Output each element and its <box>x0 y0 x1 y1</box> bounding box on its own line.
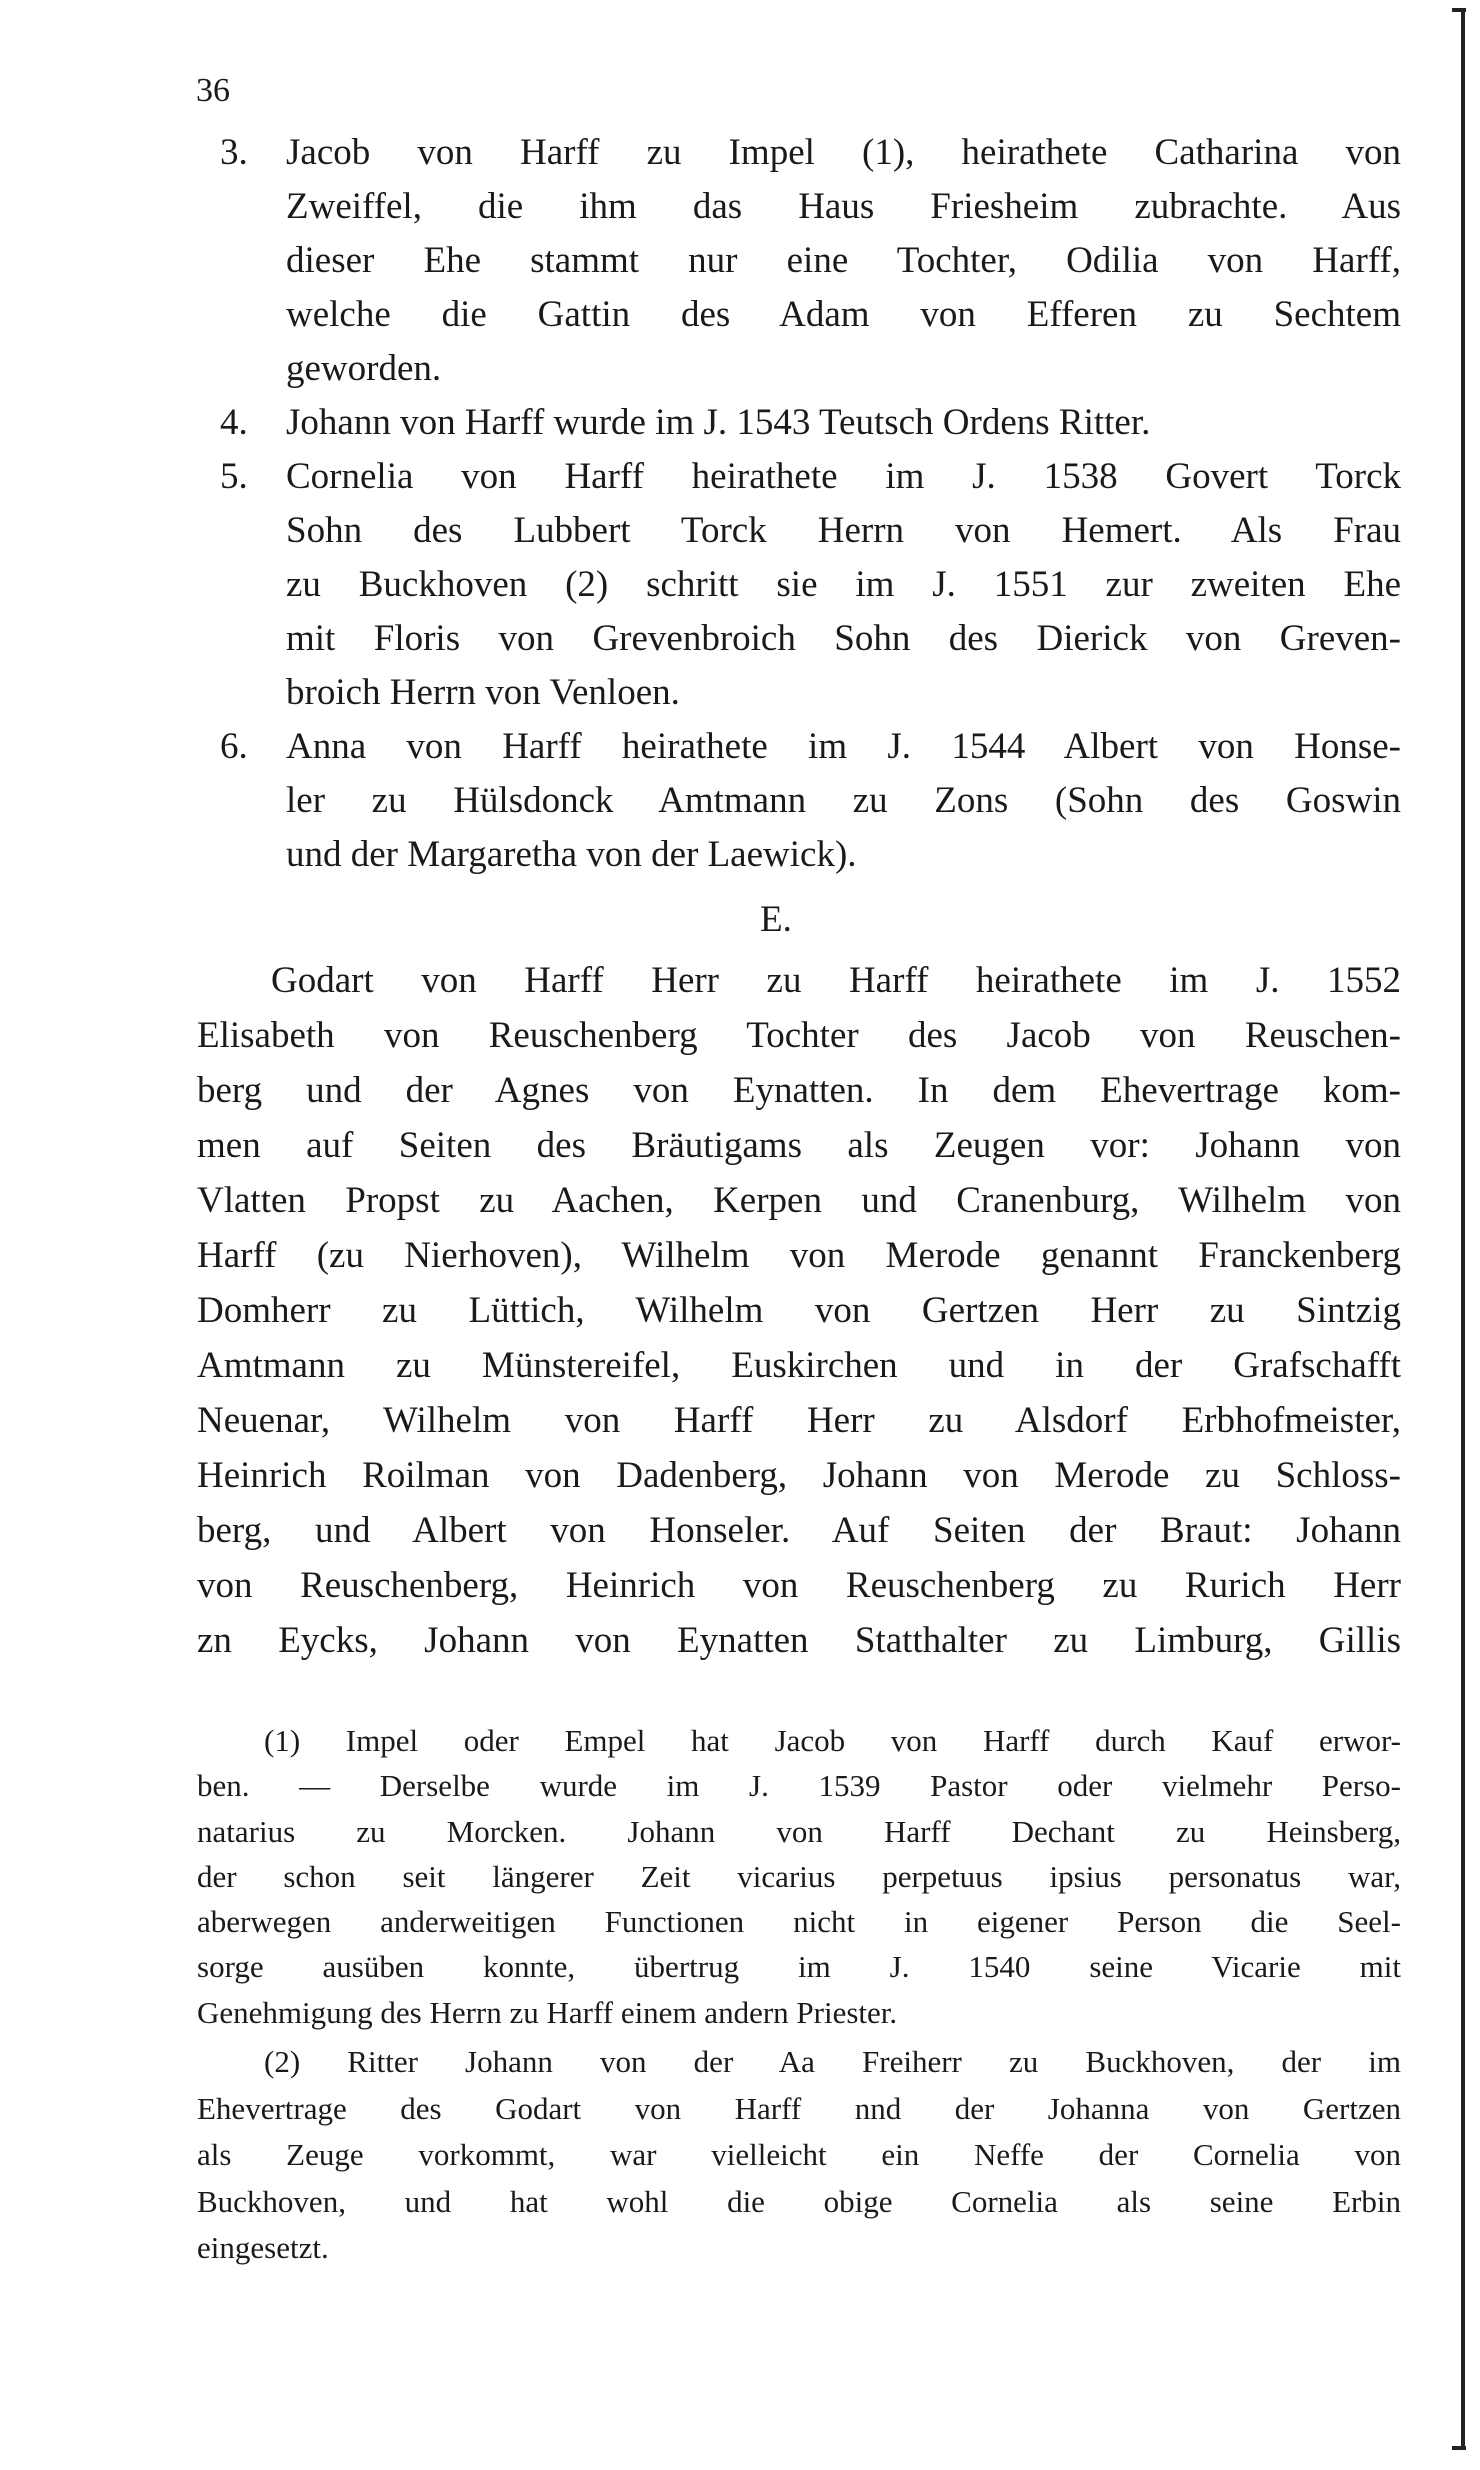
text-line: berg, und Albert von Honseler. Auf Seiten der Braut: Johann <box>197 1510 1401 1551</box>
item-number: 4. <box>220 402 248 443</box>
footnote-line: (2) Ritter Johann von der Aa Freiherr zu Buckhoven, der im <box>264 2044 1401 2079</box>
text-line: Harff (zu Nierhoven), Wilhelm von Merode genannt Franckenberg <box>197 1235 1401 1276</box>
text-line: Johann von Harff wurde im J. 1543 Teutsch Ordens Ritter. <box>286 402 1151 443</box>
item-number: 3. <box>220 132 248 173</box>
text-line: ler zu Hülsdonck Amtmann zu Zons (Sohn des Goswin <box>286 780 1401 821</box>
text-line: Cornelia von Harff heirathete im J. 1538 Govert Torck <box>286 456 1401 497</box>
page-number: 36 <box>196 72 230 109</box>
footnote-line: aberwegen anderweitigen Functionen nicht in eigener Person die Seel- <box>197 1904 1401 1940</box>
footnote-2 <box>197 2039 1401 2272</box>
text-line: dieser Ehe stammt nur eine Tochter, Odilia von Harff, <box>286 240 1401 281</box>
footnote-line: natarius zu Morcken. Johann von Harff Dechant zu Heinsberg, <box>197 1813 1401 1849</box>
footnote-line: als Zeuge vorkommt, war vielleicht ein Neffe der Cornelia von <box>197 2137 1401 2172</box>
footnote-line: Buckhoven, und hat wohl die obige Cornelia als seine Erbin <box>197 2183 1401 2219</box>
body-paragraph <box>197 953 1401 1668</box>
numbered-list <box>220 126 1401 882</box>
footnote-line: ben. — Derselbe wurde im J. 1539 Pastor oder vielmehr Perso- <box>197 1768 1401 1804</box>
text-line: Sohn des Lubbert Torck Herrn von Hemert. Als Frau <box>286 510 1401 551</box>
footnote-line: (1) Impel oder Empel hat Jacob von Harff durch Kauf erwor- <box>264 1723 1401 1758</box>
footnote-line: der schon seit längerer Zeit vicarius perpetuus ipsius personatus war, <box>197 1858 1401 1894</box>
text-line: Neuenar, Wilhelm von Harff Herr zu Alsdorf Erbhofmeister, <box>197 1400 1401 1441</box>
text-line: Anna von Harff heirathete im J. 1544 Albert von Honse- <box>286 726 1401 767</box>
text-line: mit Floris von Grevenbroich Sohn des Dierick von Greven- <box>286 618 1401 659</box>
page-edge-rule-top <box>1452 8 1466 12</box>
text-line: men auf Seiten des Bräutigams als Zeugen vor: Johann von <box>197 1125 1401 1166</box>
text-line: welche die Gattin des Adam von Efferen zu Sechtem <box>286 294 1401 335</box>
text-line: Jacob von Harff zu Impel (1), heirathete Catharina von <box>286 132 1401 173</box>
text-line: Vlatten Propst zu Aachen, Kerpen und Cranenburg, Wilhelm von <box>197 1180 1401 1221</box>
text-line: Amtmann zu Münstereifel, Euskirchen und in der Grafschafft <box>197 1345 1401 1386</box>
section-heading: E. <box>760 899 792 940</box>
text-line: broich Herrn von Venloen. <box>286 672 680 713</box>
footnote-line: Genehmigung des Herrn zu Harff einem andern Priester. <box>197 1994 898 2030</box>
text-line: Heinrich Roilman von Dadenberg, Johann von Merode zu Schloss- <box>197 1455 1401 1496</box>
text-line: von Reuschenberg, Heinrich von Reuschenberg zu Rurich Herr <box>197 1565 1401 1606</box>
text-line: zn Eycks, Johann von Eynatten Statthalter zu Limburg, Gillis <box>197 1620 1401 1661</box>
text-line: berg und der Agnes von Eynatten. In dem Ehevertrage kom- <box>197 1070 1401 1111</box>
item-number: 5. <box>220 456 248 497</box>
text-line: geworden. <box>286 348 442 389</box>
text-line: Godart von Harff Herr zu Harff heirathete im J. 1552 <box>271 960 1401 1001</box>
text-line: zu Buckhoven (2) schritt sie im J. 1551 zur zweiten Ehe <box>286 564 1401 605</box>
footnote-line: Ehevertrage des Godart von Harff nnd der Johanna von Gertzen <box>197 2090 1401 2126</box>
footnote-line: eingesetzt. <box>197 2230 329 2265</box>
text-line: und der Margaretha von der Laewick). <box>286 834 857 875</box>
page-edge-rule-bottom <box>1452 2446 1466 2450</box>
footnote-1 <box>197 1718 1401 2035</box>
item-number: 6. <box>220 726 248 767</box>
page-edge-rule <box>1461 8 1465 2448</box>
text-line: Elisabeth von Reuschenberg Tochter des Jacob von Reuschen- <box>197 1015 1401 1056</box>
text-line: Domherr zu Lüttich, Wilhelm von Gertzen Herr zu Sintzig <box>197 1290 1401 1331</box>
footnote-line: sorge ausüben konnte, übertrug im J. 1540 seine Vicarie mit <box>197 1949 1401 1985</box>
text-line: Zweiffel, die ihm das Haus Friesheim zubrachte. Aus <box>286 186 1401 227</box>
